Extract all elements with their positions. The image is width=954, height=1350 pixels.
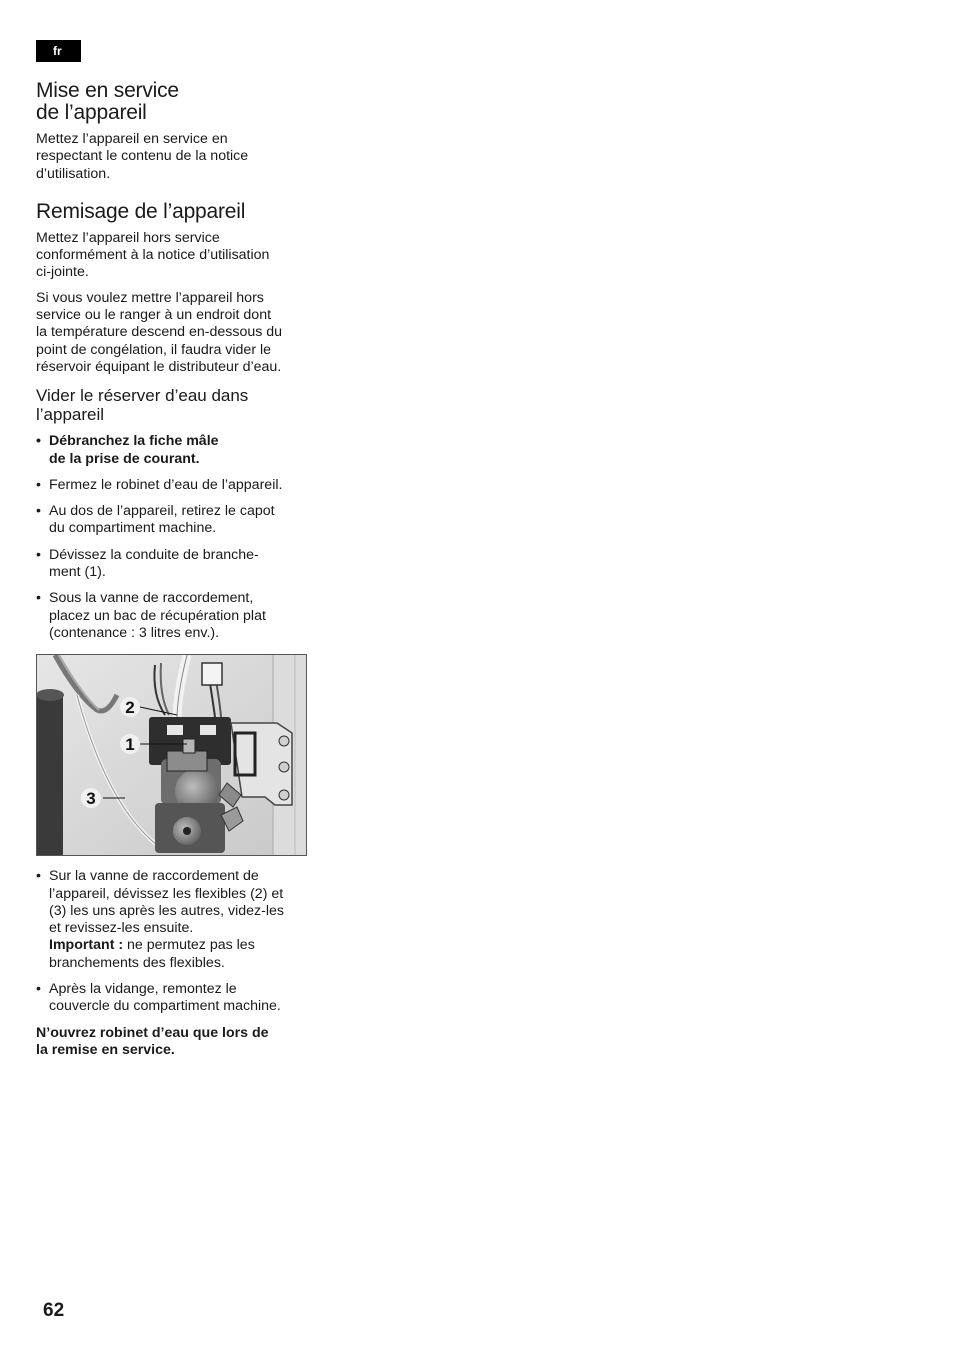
language-tab: fr [36, 40, 81, 62]
storage-text-2: Si vous voulez mettre l’appareil hors service ou le ranger à un endroit dont la température descend en-dessous du point de congélation, il faudra vider le réservoir équipant le distributeur d’eau. [36, 289, 283, 375]
list-item: • Après la vidange, remontez le couvercle du compartiment machine. [36, 981, 310, 1016]
instruction-list-2 [36, 868, 310, 1015]
important-label: Important : [49, 937, 124, 954]
callout-1-label: 1 [125, 735, 135, 755]
storage-text-1: Mettez l’appareil hors service conformément à la notice d’utilisation ci-jointe. [36, 229, 270, 281]
subsection-title-empty-reservoir: Vider le réserver d’eau dans l’appareil [36, 386, 249, 425]
callout-3-label: 3 [86, 789, 96, 809]
list-item: • Sous la vanne de raccordement, placez un bac de récupération plat (contenance : 3 litres env.). [36, 590, 310, 642]
list-item: • Débranchez la fiche mâle de la prise de courant. [36, 433, 310, 468]
page-number: 62 [43, 1300, 65, 1321]
callout-2-label: 2 [125, 698, 135, 718]
instruction-list [36, 433, 310, 642]
list-item: • Dévissez la conduite de branche- ment (1). [36, 547, 310, 582]
section-title-storage: Remisage de l’appareil [36, 199, 246, 223]
closing-note: N’ouvrez robinet d’eau que lors de la remise en service. [36, 1024, 269, 1058]
list-item: • Au dos de l’appareil, retirez le capot du compartiment machine. [36, 503, 310, 538]
section-title-commissioning: Mise en service de l’appareil [36, 79, 179, 124]
main-column [36, 80, 310, 1059]
list-item: • Fermez le robinet d’eau de l’appareil. [36, 477, 310, 494]
commissioning-text: Mettez l’appareil en service en respectant le contenu de la notice d’utilisation. [36, 131, 249, 182]
list-item: • Sur la vanne de raccordement de l’appareil, dévissez les flexibles (2) et (3) les uns après les autres, videz-les et revissez-les ensuite. Important : ne permutez pas les branchements des flexibles. [36, 868, 310, 972]
valve-illustration [37, 655, 306, 855]
valve-photo [36, 654, 307, 856]
